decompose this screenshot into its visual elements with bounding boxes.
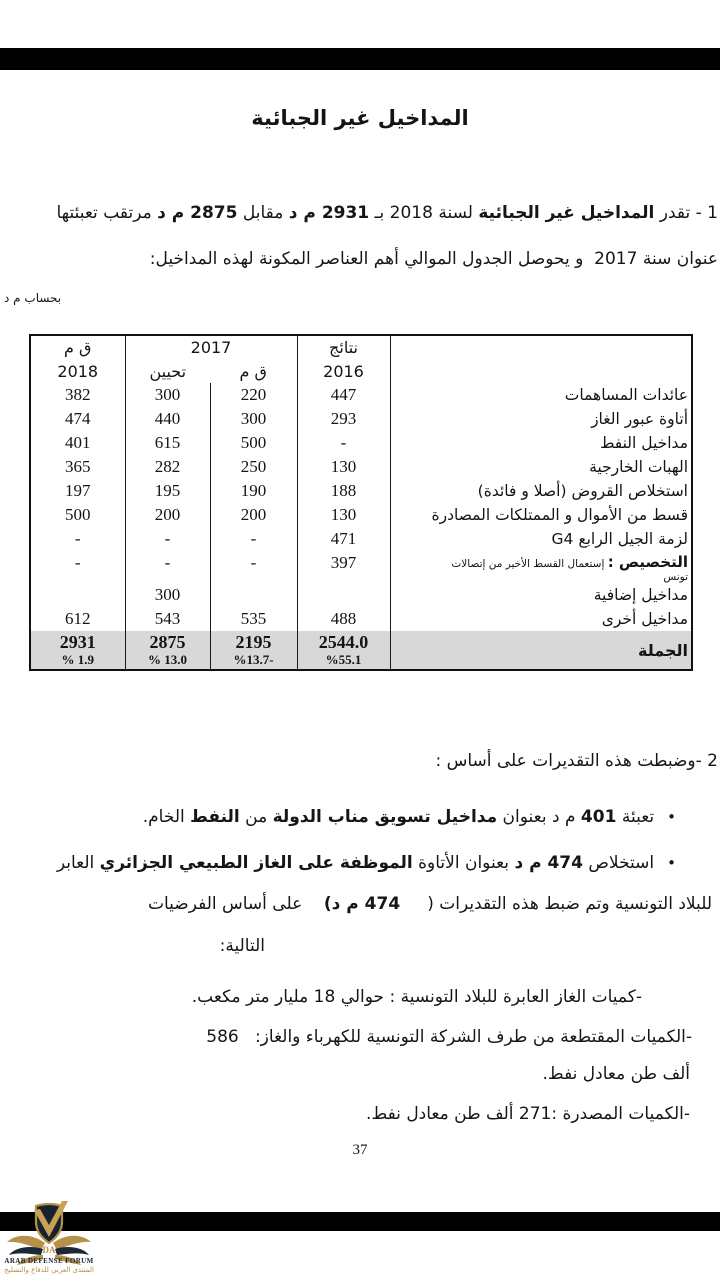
cell-2018 — [30, 583, 125, 607]
cell-2017-qm: 190 — [210, 479, 297, 503]
text-segment-bold: الموظفة على الغاز الطبيعي الجزائري — [99, 853, 413, 873]
text-segment: لسنة 2018 بـ — [369, 203, 479, 223]
table-row — [30, 455, 692, 479]
cell-2018: 197 — [30, 479, 125, 503]
dash-line-3: ألف طن معادل نفط. — [542, 1064, 690, 1084]
continuation-line — [148, 894, 712, 914]
cell-2017-qm: 300 — [210, 407, 297, 431]
cell-2017-qm — [210, 583, 297, 607]
cell-2017-rev: 282 — [125, 455, 210, 479]
table-row — [30, 607, 692, 631]
text-segment-bold: 2931 م د — [288, 203, 370, 223]
cell-2017-qm: 250 — [210, 455, 297, 479]
text-segment-bold: 401 — [580, 807, 617, 827]
intro-line-2: عنوان سنة 2017 و يحوصل الجدول الموالي أهم العناصر المكونة لهذه المداخيل: — [149, 249, 718, 269]
text-segment: مرتقب تعبئتها — [56, 203, 158, 223]
row-label — [390, 551, 692, 583]
header-qm-2018 — [30, 335, 125, 383]
total-value: 2195 — [235, 632, 272, 653]
subheader-revised-2017: تحيين — [125, 359, 210, 383]
cell-2017-rev: - — [125, 551, 210, 583]
unit-note: بحساب م د — [4, 291, 62, 305]
cell-2017-qm: 220 — [210, 383, 297, 407]
cell-2018: 365 — [30, 455, 125, 479]
table-row — [30, 383, 692, 407]
text-segment-bold: مداخيل تسويق مناب الدولة — [272, 807, 498, 827]
allocation-label-line2: تونس — [663, 571, 688, 584]
text-segment: 1 - تقدر — [654, 203, 718, 223]
cell-2017-qm: 535 — [210, 607, 297, 631]
cell-2017-rev: 300 — [125, 383, 210, 407]
text-segment: تعبئة — [616, 807, 655, 827]
header-text: 2018 — [57, 361, 99, 381]
total-2017-rev — [125, 631, 210, 670]
bottom-black-bar — [0, 1212, 720, 1231]
total-value: 2544.0 — [318, 632, 369, 653]
cell-2017-qm: - — [210, 551, 297, 583]
continuation-tail: التالية: — [219, 936, 265, 956]
text-segment: للبلاد التونسية وتم ضبط هذه التقديرات ( — [400, 894, 712, 914]
header-text: 2016 — [323, 361, 364, 381]
table-header-row — [30, 335, 692, 359]
cell-2016: 130 — [297, 455, 390, 479]
cell-2017-qm: - — [210, 527, 297, 551]
total-2018 — [30, 631, 125, 670]
table-total-row — [30, 631, 692, 670]
table-row — [30, 527, 692, 551]
cell-2017-rev: - — [125, 527, 210, 551]
cell-2016: - — [297, 431, 390, 455]
section2-heading: 2 -وضبطت هذه التقديرات على أساس : — [435, 751, 718, 771]
cell-2017-rev: 200 — [125, 503, 210, 527]
table-row — [30, 407, 692, 431]
total-value: 2931 — [59, 632, 96, 653]
text-segment: استخلاص — [582, 853, 655, 873]
total-label: الجملة — [390, 631, 692, 670]
table-row — [30, 479, 692, 503]
total-2017-qm — [210, 631, 297, 670]
subheader-qm-2017: ق م — [210, 359, 297, 383]
cell-2016 — [297, 583, 390, 607]
row-label: استخلاص القروض (أصلا و فائدة) — [390, 479, 692, 503]
header-text: ق م — [64, 338, 92, 358]
row-label: الهبات الخارجية — [390, 455, 692, 479]
cell-2018: 474 — [30, 407, 125, 431]
text-segment: على أساس الفرضيات — [147, 894, 324, 914]
cell-2018: 382 — [30, 383, 125, 407]
cell-2018: - — [30, 551, 125, 583]
row-label: عائدات المساهمات — [390, 383, 692, 407]
cell-2016: 397 — [297, 551, 390, 583]
page-title: المداخيل غير الجبائية — [251, 106, 469, 130]
total-percent: %55.1 — [325, 651, 362, 667]
cell-2016: 293 — [297, 407, 390, 431]
allocation-label-bold: التخصيص : — [607, 553, 688, 572]
row-label: مداخيل النفط — [390, 431, 692, 455]
text-segment: من — [239, 807, 273, 827]
row-label: مداخيل إضافية — [390, 583, 692, 607]
row-label: مداخيل أخرى — [390, 607, 692, 631]
shield-icon — [34, 1201, 68, 1243]
text-segment: م د بعنوان — [497, 807, 581, 827]
total-percent: %13.7- — [233, 651, 274, 667]
text-segment-bold: المداخيل غير الجبائية — [478, 203, 655, 223]
text-segment: بعنوان الأتاوة — [412, 853, 515, 873]
cell-2016: 471 — [297, 527, 390, 551]
table-row — [30, 583, 692, 607]
cell-2016: 188 — [297, 479, 390, 503]
row-label: أتاوة عبور الغاز — [390, 407, 692, 431]
header-label-cell — [390, 335, 692, 383]
cell-2017-qm: 200 — [210, 503, 297, 527]
text-segment-bold: 474 م د — [514, 853, 583, 873]
revenue-table — [29, 334, 693, 671]
cell-2018: 500 — [30, 503, 125, 527]
text-segment: مقابل — [237, 203, 289, 223]
intro-line-1 — [56, 203, 718, 223]
cell-2018: 612 — [30, 607, 125, 631]
row-label: قسط من الأموال و الممتلكات المصادرة — [390, 503, 692, 527]
page-number: 37 — [352, 1142, 368, 1158]
allocation-label-small: إستعمال القسط الأخير من إتصالات — [451, 558, 608, 571]
watermark-logo — [4, 1200, 94, 1280]
total-percent: % 13.0 — [148, 651, 187, 667]
text-segment-bold: النفط — [190, 807, 240, 827]
total-value: 2875 — [149, 632, 186, 653]
text-segment: العابر — [56, 853, 100, 873]
bullet-item-2 — [57, 853, 676, 873]
row-label: لزمة الجيل الرابع G4 — [390, 527, 692, 551]
cell-2016: 130 — [297, 503, 390, 527]
text-segment-bold: 474 م د) — [323, 894, 401, 914]
table-row — [30, 503, 692, 527]
cell-2017-rev: 543 — [125, 607, 210, 631]
header-results-2016 — [297, 335, 390, 383]
dash-line-2: -الكميات المقتطعة من طرف الشركة التونسية للكهرباء والغاز: 586 — [206, 1027, 692, 1047]
logo-monogram: DA — [42, 1245, 56, 1255]
header-2017: 2017 — [125, 335, 297, 359]
cell-2017-rev: 615 — [125, 431, 210, 455]
cell-2017-qm: 500 — [210, 431, 297, 455]
text-segment-bold: 2875 م د — [157, 203, 238, 223]
total-2016 — [297, 631, 390, 670]
table-row-allocation — [30, 551, 692, 583]
dash-line-4: -الكميات المصدرة :271 ألف طن معادل نفط. — [366, 1104, 690, 1124]
top-black-bar — [0, 48, 720, 70]
logo-name-en: ARAB DEFENSE FORUM — [4, 1257, 94, 1265]
dash-line-1: -كميات الغاز العابرة للبلاد التونسية : حوالي 18 مليار متر مكعب. — [191, 987, 642, 1007]
logo-name-ar: المنتدى العربي للدفاع والتسليح — [4, 1266, 94, 1274]
cell-2018: 401 — [30, 431, 125, 455]
header-text: نتائج — [329, 338, 358, 358]
cell-2017-rev: 195 — [125, 479, 210, 503]
bullet-item-1 — [143, 807, 676, 827]
table-row — [30, 431, 692, 455]
cell-2016: 488 — [297, 607, 390, 631]
cell-2017-rev: 300 — [125, 583, 210, 607]
bullet-icon: • — [667, 854, 676, 872]
bullet-icon: • — [667, 808, 676, 826]
text-segment: الخام. — [142, 807, 191, 827]
cell-2017-rev: 440 — [125, 407, 210, 431]
cell-2016: 447 — [297, 383, 390, 407]
cell-2018: - — [30, 527, 125, 551]
total-percent: % 1.9 — [61, 651, 94, 667]
